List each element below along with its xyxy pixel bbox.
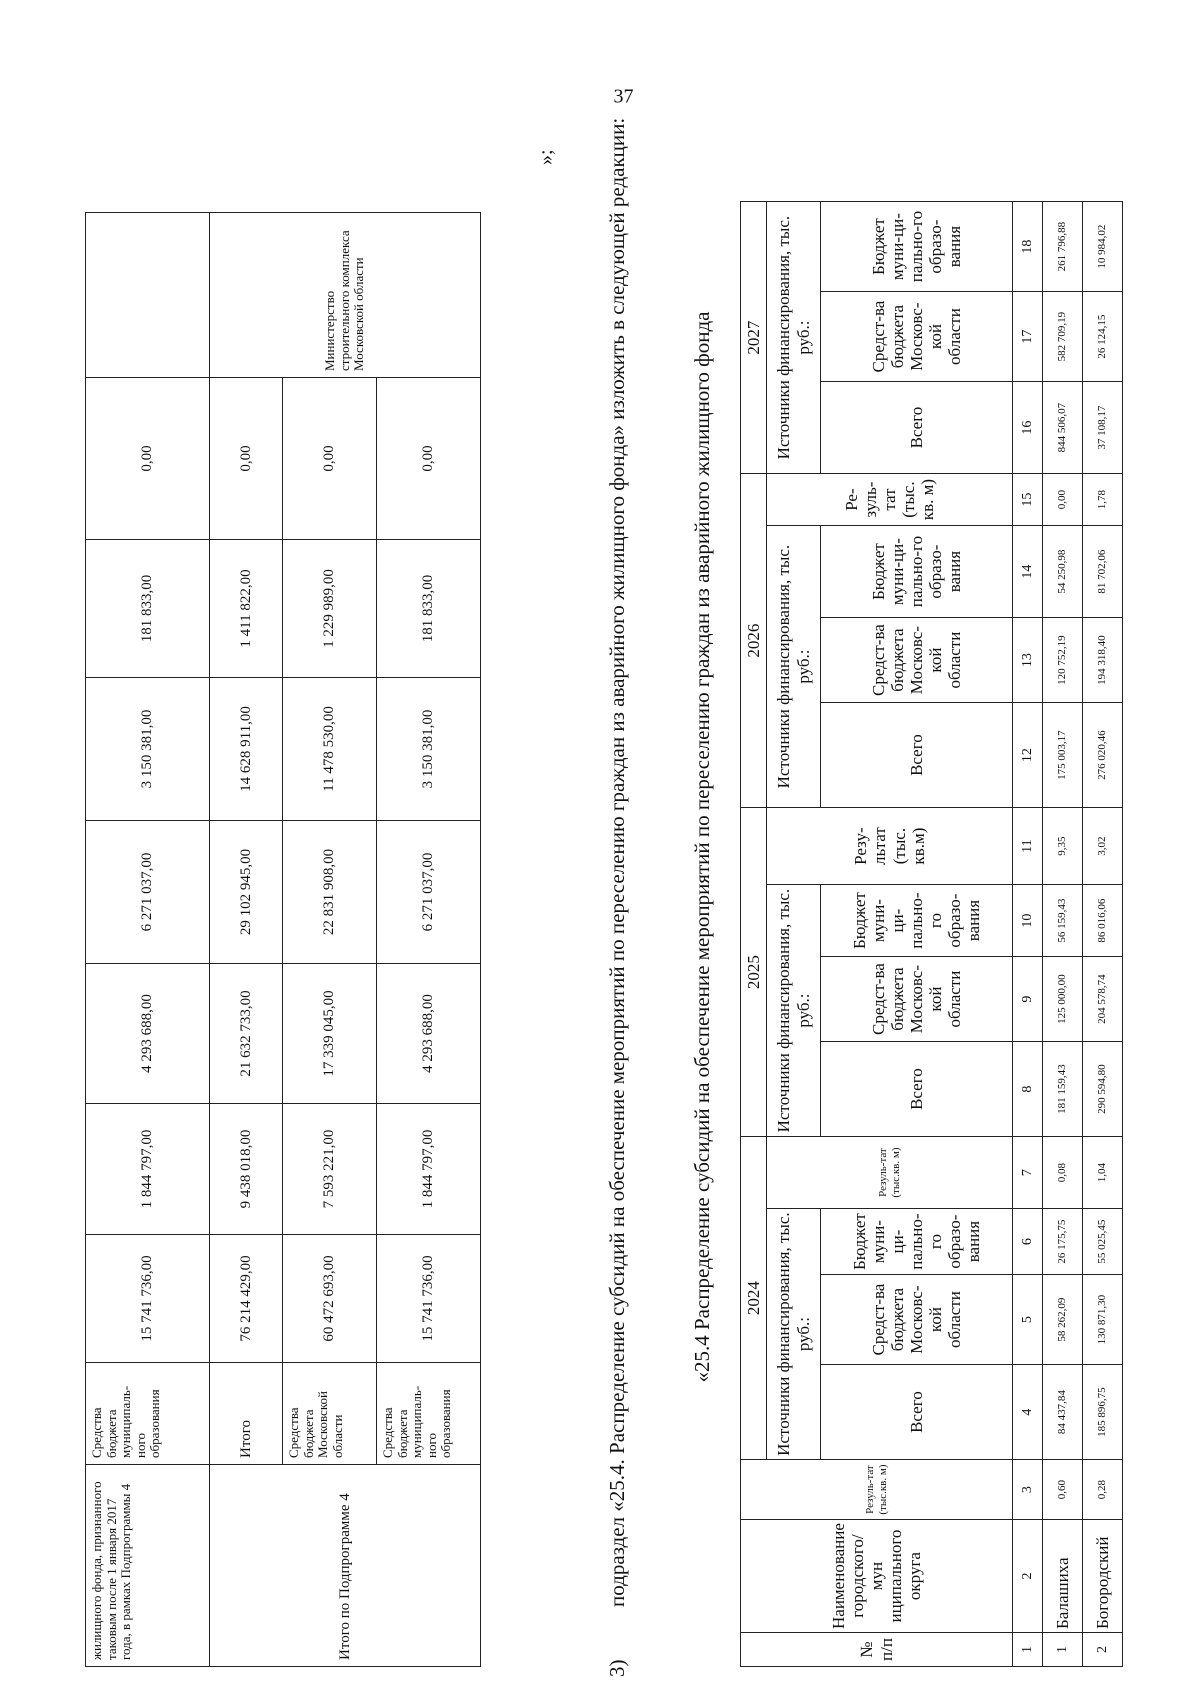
header-total: Всего (821, 382, 1013, 474)
header-mun-budget: Бюджет муни-ци-пально-го образо-вания (821, 885, 1013, 957)
header-year-2025: 2025 (741, 808, 767, 1137)
municipality-name: Богородский (1083, 1520, 1123, 1633)
value-cell: 1 844 797,00 (377, 1104, 481, 1235)
header-mun-budget: Бюджет муни-ци-пально-го образо-вания (821, 526, 1013, 618)
col-index: 11 (1013, 808, 1043, 885)
value-cell: 37 108,17 (1083, 382, 1123, 474)
value-cell: 15 741 736,00 (377, 1235, 481, 1363)
funding-source: Средства бюджета муниципаль-ного образования (377, 1363, 481, 1465)
row-number: 1 (1043, 1633, 1083, 1667)
col-index: 4 (1013, 1365, 1043, 1460)
value-cell: 10 984,02 (1083, 202, 1123, 292)
header-year-2024: 2024 (741, 1137, 767, 1460)
header-year-2026: 2026 (741, 474, 767, 808)
value-cell: 844 506,07 (1043, 382, 1083, 474)
header-result-2024: Резуль-тат (тыс.кв. м) (767, 1137, 1013, 1209)
header-sources-2027: Источники финансирования, тыс. руб.: (767, 202, 821, 474)
amendment-paragraph (600, 17, 634, 1677)
municipality-name: Балашиха (1043, 1520, 1083, 1633)
value-cell: 204 578,74 (1083, 957, 1123, 1042)
value-cell: 0,00 (86, 378, 210, 540)
header-sources-2026: Источники финансирования, тыс. руб.: (767, 526, 821, 808)
table-row (86, 213, 210, 1667)
col-index: 17 (1013, 292, 1043, 382)
total-label: Итого по Подпрограмме 4 (210, 1465, 481, 1667)
value-cell: 290 594,80 (1083, 1042, 1123, 1137)
col-index: 18 (1013, 202, 1043, 292)
header-sources-2024: Источники финансирования, тыс. руб.: (767, 1209, 821, 1460)
value-cell: 181 833,00 (86, 540, 210, 678)
value-cell: 14 628 911,00 (210, 678, 283, 821)
funding-source: Средства бюджета муниципаль-ного образования (86, 1363, 210, 1465)
table-row (1043, 202, 1083, 1667)
value-cell: 55 025,45 (1083, 1209, 1123, 1275)
table-row (210, 213, 283, 1667)
col-index: 3 (1013, 1460, 1043, 1520)
value-cell: 84 437,84 (1043, 1365, 1083, 1460)
header-result-2026: Ре-зуль-тат (тыс. кв. м) (767, 474, 1013, 526)
value-cell: 0,60 (1043, 1460, 1083, 1520)
value-cell: 1 229 989,00 (283, 540, 377, 678)
col-index: 13 (1013, 618, 1043, 703)
col-index: 14 (1013, 526, 1043, 618)
header-mo-budget: Средст-ва бюджета Московс-кой области (821, 292, 1013, 382)
header-num: № п/п (741, 1633, 1013, 1667)
value-cell: 0,00 (283, 378, 377, 540)
col-index: 12 (1013, 703, 1043, 808)
header-total: Всего (821, 1365, 1013, 1460)
subprogram-summary-table (85, 212, 481, 1667)
value-cell: 17 339 045,00 (283, 964, 377, 1104)
value-cell: 125 000,00 (1043, 957, 1083, 1042)
table-row (1083, 202, 1123, 1667)
header-mun-budget: Бюджет муни-ци-пально-го образо-вания (821, 1209, 1013, 1275)
value-cell: 181 833,00 (377, 540, 481, 678)
col-index: 10 (1013, 885, 1043, 957)
col-index: 2 (1013, 1520, 1043, 1633)
value-cell: 29 102 945,00 (210, 821, 283, 964)
header-sources-2025: Источники финансирования, тыс. руб.: (767, 885, 821, 1137)
header-result: Резуль-тат (тыс.кв. м) (741, 1460, 1013, 1520)
funding-source: Средства бюджета Московской области (283, 1363, 377, 1465)
value-cell: 76 214 429,00 (210, 1235, 283, 1363)
value-cell: 3,02 (1083, 808, 1123, 885)
header-mo-budget: Средст-ва бюджета Московс-кой области (821, 1275, 1013, 1365)
header-mun-budget: Бюджет муни-ци-пально-го образо-вания (821, 202, 1013, 292)
value-cell: 81 702,06 (1083, 526, 1123, 618)
subsidy-distribution-table (740, 201, 1123, 1667)
col-index: 16 (1013, 382, 1043, 474)
value-cell: 54 250,98 (1043, 526, 1083, 618)
value-cell: 4 293 688,00 (86, 964, 210, 1104)
row-description: жилищного фонда, признанного таковым после 1 января 2017 года, в рамках Подпрограммы 4 (86, 1465, 210, 1667)
value-cell: 175 003,17 (1043, 703, 1083, 808)
value-cell: 6 271 037,00 (377, 821, 481, 964)
value-cell: 21 632 733,00 (210, 964, 283, 1104)
paragraph-number: 3) (605, 1659, 629, 1677)
value-cell: 22 831 908,00 (283, 821, 377, 964)
column-number-row (1013, 202, 1043, 1667)
value-cell: 0,00 (377, 378, 481, 540)
value-cell: 1,04 (1083, 1137, 1123, 1209)
header-total: Всего (821, 1042, 1013, 1137)
value-cell: 6 271 037,00 (86, 821, 210, 964)
value-cell: 7 593 221,00 (283, 1104, 377, 1235)
col-index: 7 (1013, 1137, 1043, 1209)
col-index: 1 (1013, 1633, 1043, 1667)
value-cell: 60 472 693,00 (283, 1235, 377, 1363)
value-cell: 194 318,40 (1083, 618, 1123, 703)
table-row (741, 202, 767, 1667)
value-cell: 11 478 530,00 (283, 678, 377, 821)
value-cell: 181 159,43 (1043, 1042, 1083, 1137)
section-title: «25.4 Распределение субсидий на обеспечение мероприятий по переселению граждан из аварийного жилищного фонда (690, 311, 714, 1383)
page-number: 37 (613, 85, 634, 108)
col-index: 15 (1013, 474, 1043, 526)
value-cell: 1 844 797,00 (86, 1104, 210, 1235)
value-cell: 58 262,09 (1043, 1275, 1083, 1365)
value-cell: 582 709,19 (1043, 292, 1083, 382)
table-row (821, 202, 1013, 1667)
value-cell: 4 293 688,00 (377, 964, 481, 1104)
value-cell: 3 150 381,00 (377, 678, 481, 821)
value-cell: 26 124,15 (1083, 292, 1123, 382)
header-result-2025: Резу-льтат (тыс. кв.м) (767, 808, 1013, 885)
value-cell: 185 896,75 (1083, 1365, 1123, 1460)
paragraph-text: подраздел «25.4. Распределение субсидий на обеспечение мероприятий по переселению граждан из аварийного жилищного фонда» изложить в следующей редакции: (605, 117, 629, 1607)
value-cell: 276 020,46 (1083, 703, 1123, 808)
value-cell: 9 438 018,00 (210, 1104, 283, 1235)
value-cell: 56 159,43 (1043, 885, 1083, 957)
value-cell: 0,00 (210, 378, 283, 540)
col-index: 8 (1013, 1042, 1043, 1137)
row-number: 2 (1083, 1633, 1123, 1667)
header-total: Всего (821, 703, 1013, 808)
value-cell: 26 175,75 (1043, 1209, 1083, 1275)
value-cell: 0,08 (1043, 1137, 1083, 1209)
col-index: 9 (1013, 957, 1043, 1042)
value-cell: 86 016,06 (1083, 885, 1123, 957)
value-cell: 15 741 736,00 (86, 1235, 210, 1363)
col-index: 6 (1013, 1209, 1043, 1275)
value-cell: 0,00 (1043, 474, 1083, 526)
value-cell: 0,28 (1083, 1460, 1123, 1520)
value-cell: 130 871,30 (1083, 1275, 1123, 1365)
value-cell: 261 796,88 (1043, 202, 1083, 292)
empty-cell (86, 213, 210, 378)
table-row (377, 213, 481, 1667)
table-row (767, 202, 821, 1667)
header-mo-budget: Средст-ва бюджета Московс-кой области (821, 957, 1013, 1042)
value-cell: 1 411 822,00 (210, 540, 283, 678)
value-cell: 3 150 381,00 (86, 678, 210, 821)
value-cell: 120 752,19 (1043, 618, 1083, 703)
value-cell: 1,78 (1083, 474, 1123, 526)
col-index: 5 (1013, 1275, 1043, 1365)
funding-source: Итого (210, 1363, 283, 1465)
header-name: Наименование городского/мун иципального округа (741, 1520, 1013, 1633)
responsible-party: Министерство строительного комплекса Московской области (210, 213, 481, 378)
header-mo-budget: Средст-ва бюджета Московс-кой области (821, 618, 1013, 703)
value-cell: 9,35 (1043, 808, 1083, 885)
closing-quote: »; (535, 149, 557, 165)
table-row (283, 213, 377, 1667)
header-year-2027: 2027 (741, 202, 767, 474)
